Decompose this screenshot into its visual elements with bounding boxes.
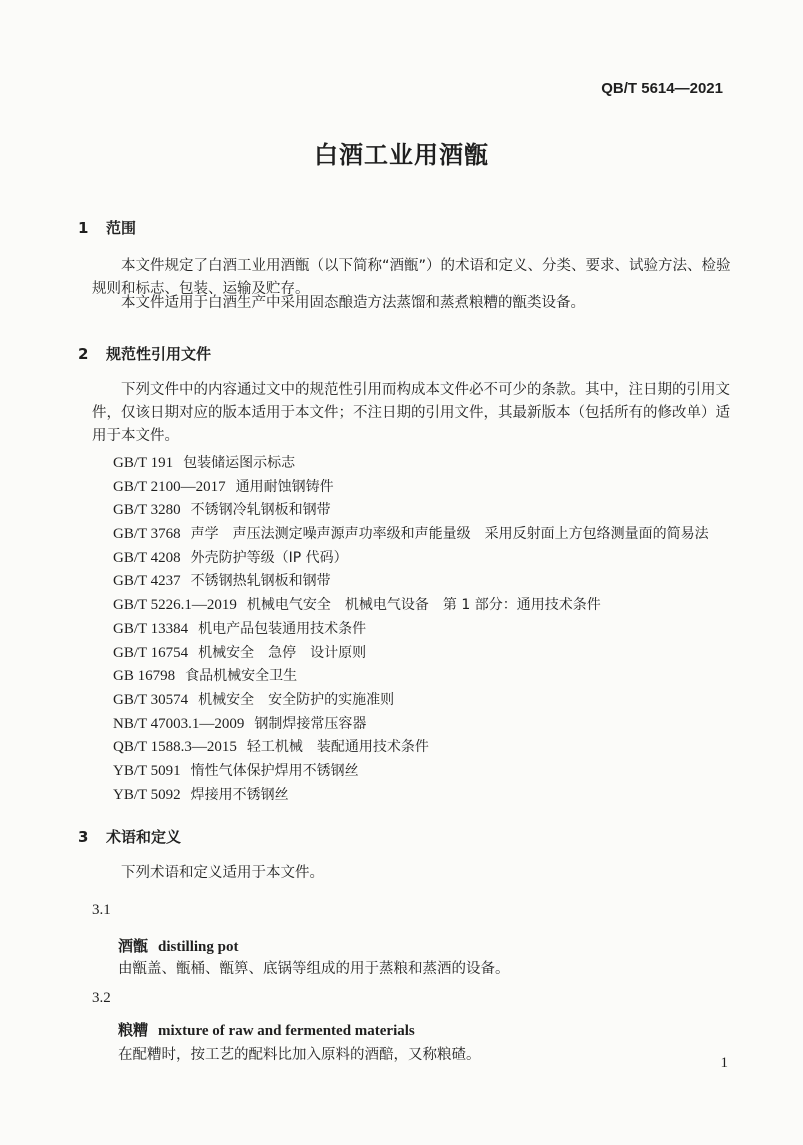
section-number: 1 [78, 219, 89, 237]
reference-title: 机械电气安全 机械电气设备 第 1 部分：通用技术条件 [246, 597, 601, 614]
reference-title: 机电产品包装通用技术条件 [198, 620, 367, 637]
term-number: 3.1 [92, 902, 111, 918]
term-name-cn: 酒甑 [118, 937, 149, 955]
reference-title: 轻工机械 装配通用技术条件 [246, 739, 429, 756]
section-number: 3 [78, 828, 89, 846]
reference-title: 机械安全 安全防护的实施准则 [198, 691, 395, 708]
reference-title: 食品机械安全卫生 [185, 668, 298, 685]
page-number: 1 [720, 1055, 728, 1071]
reference-code: GB 16798 [113, 668, 176, 685]
document-title: 白酒工业用酒甑 [314, 141, 489, 169]
reference-item [113, 736, 709, 760]
reference-item [113, 523, 709, 547]
term-name-cn: 粮糟 [118, 1021, 149, 1039]
reference-code: GB/T 191 [113, 455, 174, 471]
section-1-heading [78, 217, 136, 238]
reference-item [113, 499, 709, 523]
reference-code: GB/T 4208 [113, 549, 181, 566]
scope-paragraph-1: 本文件规定了白酒工业用酒甑（以下简称“酒甑”）的术语和定义、分类、要求、试验方法、检验规则和标志、包装、运输及贮存。 [92, 258, 731, 297]
reference-code: GB/T 5226.1—2019 [113, 597, 237, 614]
reference-item [113, 618, 709, 642]
reference-item [113, 476, 709, 500]
reference-title: 不锈钢热轧钢板和钢带 [190, 573, 331, 590]
reference-code: GB/T 4237 [113, 573, 181, 590]
reference-title: 惰性气体保护焊用不锈钢丝 [190, 762, 359, 779]
term-heading [118, 935, 238, 956]
reference-code: YB/T 5091 [113, 762, 181, 779]
term-number: 3.2 [92, 990, 111, 1006]
reference-code: GB/T 3280 [113, 502, 181, 519]
section-title: 范围 [106, 219, 137, 237]
reference-item [113, 665, 709, 689]
terms-intro: 下列术语和定义适用于本文件。 [121, 865, 324, 881]
reference-title: 不锈钢冷轧钢板和钢带 [190, 502, 331, 519]
reference-code: GB/T 30574 [113, 691, 189, 708]
reference-title: 包装储运图示标志 [183, 455, 296, 471]
reference-item [113, 547, 709, 571]
term-definition: 由甑盖、甑桶、甑箅、底锅等组成的用于蒸粮和蒸酒的设备。 [118, 961, 510, 977]
reference-code: QB/T 1588.3—2015 [113, 739, 237, 756]
reference-item [113, 713, 709, 737]
reference-item [113, 784, 709, 808]
reference-title: 钢制焊接常压容器 [254, 715, 367, 732]
reference-item [113, 594, 709, 618]
scope-paragraph-2: 本文件适用于白酒生产中采用固态酿造方法蒸馏和蒸煮粮糟的甑类设备。 [121, 295, 585, 311]
reference-title: 通用耐蚀钢铸件 [235, 478, 334, 495]
reference-item [113, 760, 709, 784]
reference-code: GB/T 3768 [113, 526, 181, 543]
reference-list [113, 452, 709, 807]
section-3-heading [78, 826, 181, 847]
reference-code: NB/T 47003.1—2009 [113, 715, 245, 732]
term-name-en: distilling pot [158, 939, 239, 955]
section-title: 规范性引用文件 [106, 345, 212, 363]
term-heading [118, 1019, 415, 1040]
reference-item [113, 642, 709, 666]
reference-title: 声学 声压法测定噪声源声功率级和声能量级 采用反射面上方包络测量面的简易法 [190, 526, 709, 543]
reference-code: GB/T 13384 [113, 620, 189, 637]
reference-code: YB/T 5092 [113, 786, 181, 803]
references-intro: 下列文件中的内容通过文中的规范性引用而构成本文件必不可少的条款。其中，注日期的引用文件，仅该日期对应的版本适用于本文件；不注日期的引用文件，其最新版本（包括所有的修改单）适用于本文件。 [92, 382, 730, 444]
term-name-en: mixture of raw and fermented materials [158, 1023, 415, 1039]
reference-title: 外壳防护等级（IP 代码） [190, 549, 348, 566]
reference-title: 机械安全 急停 设计原则 [198, 644, 367, 661]
reference-item [113, 689, 709, 713]
reference-code: GB/T 2100—2017 [113, 478, 226, 495]
term-definition: 在配糟时，按工艺的配料比加入原料的酒醅，又称粮碴。 [118, 1047, 481, 1063]
reference-item [113, 452, 709, 476]
standard-code: QB/T 5614—2021 [601, 80, 723, 97]
reference-code: GB/T 16754 [113, 644, 189, 661]
section-number: 2 [78, 345, 89, 363]
reference-item [113, 570, 709, 594]
reference-title: 焊接用不锈钢丝 [190, 786, 289, 803]
section-2-heading [78, 343, 211, 364]
section-title: 术语和定义 [106, 828, 182, 846]
